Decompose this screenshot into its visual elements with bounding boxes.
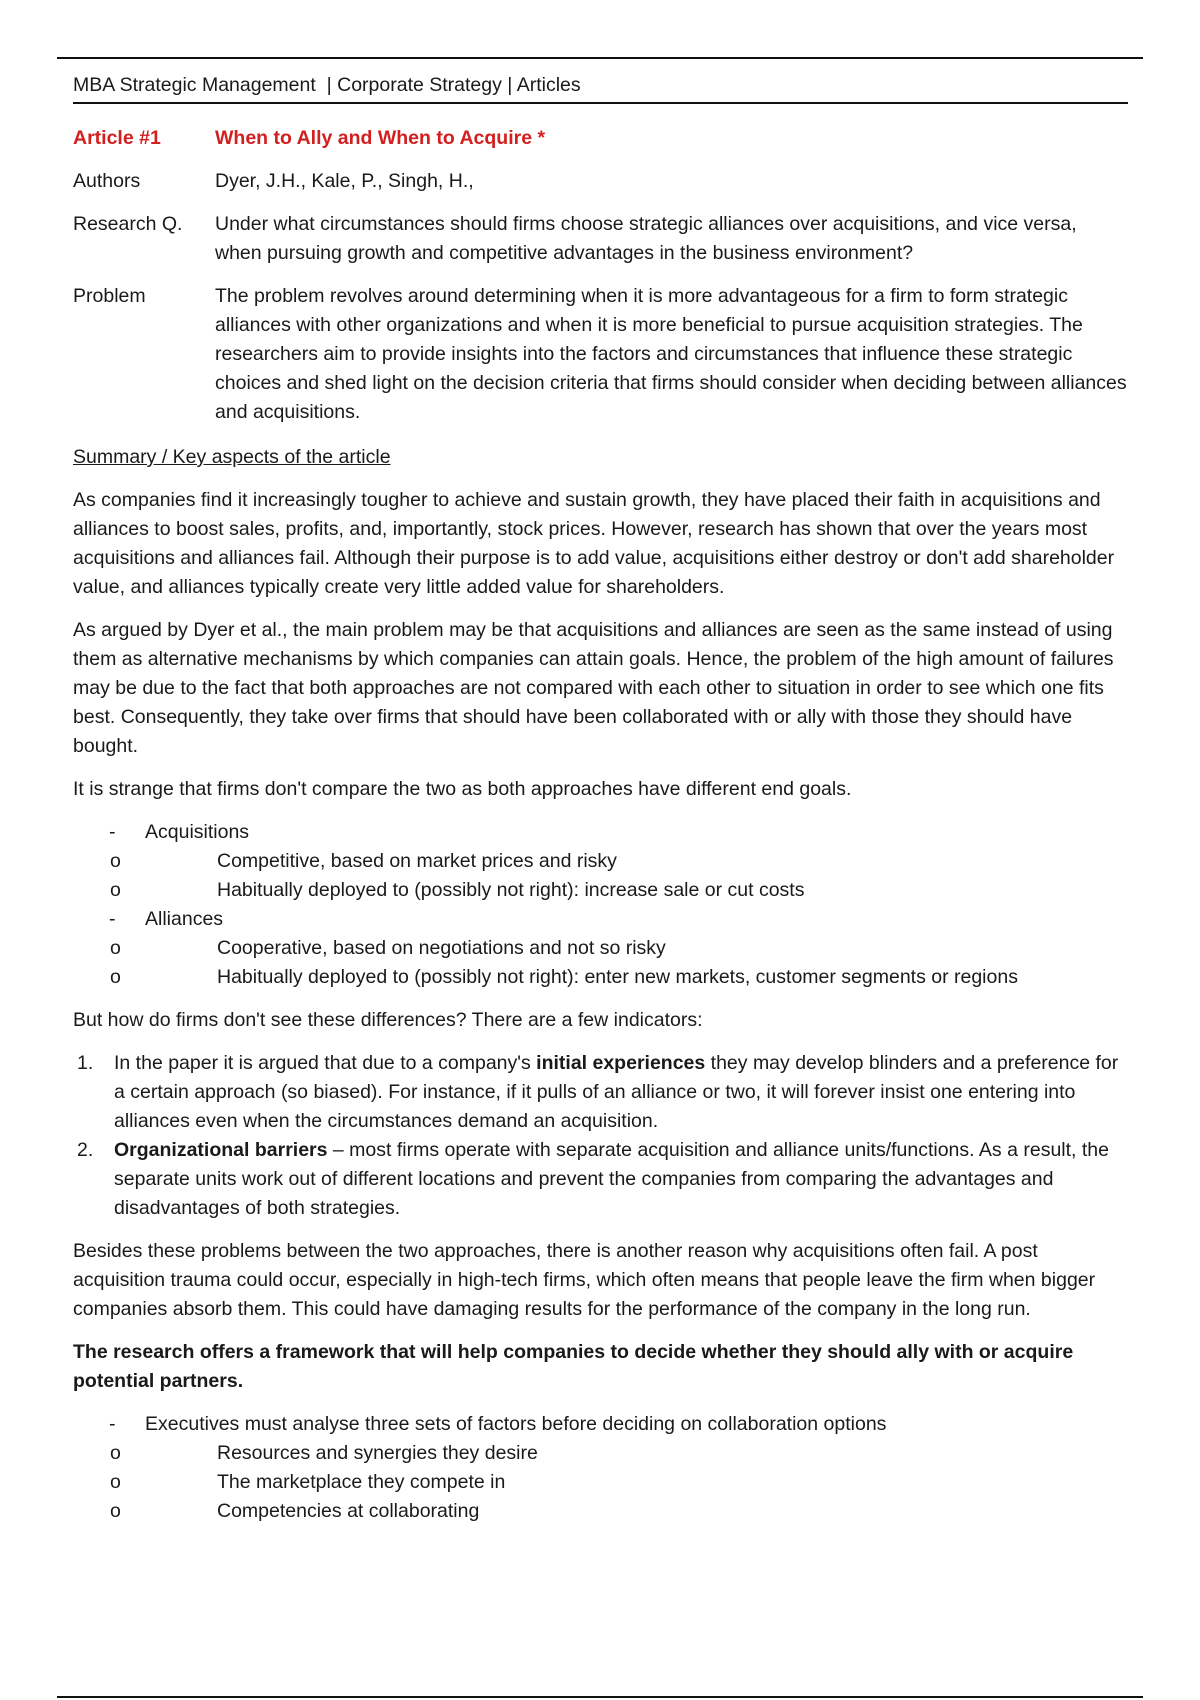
sub-list-item: o Resources and synergies they desire <box>145 1439 1128 1468</box>
paragraph: But how do firms don't see these differences? There are a few indicators: <box>73 1009 703 1031</box>
sub-list-item: o Cooperative, based on negotiations and not so risky <box>145 934 1128 963</box>
field-label: Authors <box>73 170 141 192</box>
sub-list <box>145 847 1128 905</box>
field-value: The problem revolves around determining when it is more advantageous for a firm to form strategic alliances with other organizations and when it is more beneficial to pursue acquisition strategies. The researchers aim to provide insights into the factors and circumstances that influence these strategic choices and shed light on the decision criteria that firms should consider when deciding between alliances and acquisitions. <box>215 285 1127 423</box>
numbered-item <box>73 1049 1128 1136</box>
item-text: they may develop blinders and a preference for a certain approach (so biased). For instance, if it pulls of an alliance or two, it will forever insist one entering into alliances even when the circumstances demand an acquisition. <box>114 1052 1119 1132</box>
header-course: MBA Strategic Management <box>73 74 322 96</box>
article-number: Article #1 <box>73 127 161 149</box>
sub-list-item: o Habitually deployed to (possibly not right): enter new markets, customer segments or regions <box>145 963 1128 992</box>
field-label: Problem <box>73 285 146 307</box>
paragraph: Besides these problems between the two approaches, there is another reason why acquisitions often fail. A post acquisition trauma could occur, especially in high-tech firms, which often means that people leave the firm when bigger companies absorb them. This could have damaging results for the performance of the company in the long run. <box>73 1240 1096 1320</box>
numbered-item <box>73 1136 1128 1223</box>
field-value: Under what circumstances should firms choose strategic alliances over acquisitions, and vice versa, when pursuing growth and competitive advantages in the business environment? <box>215 213 1077 264</box>
paragraph: It is strange that firms don't compare the two as both approaches have different end goals. <box>73 778 852 800</box>
running-header <box>73 70 1128 104</box>
list-item <box>73 905 1128 992</box>
field-research-question <box>73 210 1128 268</box>
summary-heading: Summary / Key aspects of the article <box>73 446 391 468</box>
field-problem <box>73 282 1128 427</box>
approaches-list <box>73 818 1128 992</box>
field-authors <box>73 167 1128 196</box>
list-item-label: Executives must analyse three sets of factors before deciding on collaboration options <box>145 1413 887 1435</box>
sub-list-item: o Habitually deployed to (possibly not right): increase sale or cut costs <box>145 876 1128 905</box>
item-number: 1. <box>77 1052 94 1074</box>
paragraph: As argued by Dyer et al., the main problem may be that acquisitions and alliances are seen as the same instead of using them as alternative mechanisms by which companies can attain goals. Hence, the problem of the high amount of failures may be due to the fact that both approaches are not compared with each other to situation in order to see which one fits best. Consequently, they take over firms that should have been collaborated with or ally with those they should have bought. <box>73 619 1114 757</box>
list-item-label: Acquisitions <box>145 821 250 843</box>
item-text: In the paper it is argued that due to a company's <box>114 1052 537 1074</box>
article-title-row <box>73 124 1128 153</box>
factors-list <box>73 1410 1128 1526</box>
sub-list <box>145 934 1128 992</box>
sub-list-item: o Competitive, based on market prices and risky <box>145 847 1128 876</box>
top-rule <box>57 57 1143 59</box>
header-section: Articles <box>516 74 581 96</box>
article-title: When to Ally and When to Acquire * <box>215 127 546 149</box>
header-topic: Corporate Strategy <box>337 74 502 96</box>
indicators-list <box>73 1049 1128 1223</box>
item-text: – most firms operate with separate acquisition and alliance units/functions. As a result, the separate units work out of different locations and prevent the companies from comparing the advantages and disadvantages of both strategies. <box>114 1139 1109 1219</box>
item-emphasis: Organizational barriers <box>114 1139 328 1161</box>
sub-list-item: o The marketplace they compete in <box>145 1468 1128 1497</box>
bottom-rule <box>57 1696 1143 1698</box>
field-label: Research Q. <box>73 213 183 235</box>
item-number: 2. <box>77 1139 94 1161</box>
list-item <box>73 818 1128 905</box>
sub-list <box>145 1439 1128 1526</box>
paragraph: As companies find it increasingly tougher to achieve and sustain growth, they have placed their faith in acquisitions and alliances to boost sales, profits, and, importantly, stock prices. However, research has shown that over the years most acquisitions and alliances fail. Although their purpose is to add value, acquisitions either destroy or don't add shareholder value, and alliances typically create very little added value for shareholders. <box>73 489 1115 598</box>
document-body <box>73 70 1128 1526</box>
sub-list-item: o Competencies at collaborating <box>145 1497 1128 1526</box>
field-value: Dyer, J.H., Kale, P., Singh, H., <box>215 170 474 192</box>
list-item <box>73 1410 1128 1526</box>
header-separator: | <box>501 74 517 96</box>
framework-statement: The research offers a framework that will help companies to decide whether they should ally with or acquire potential partners. <box>73 1341 1074 1392</box>
item-emphasis: initial experiences <box>536 1052 706 1074</box>
list-item-label: Alliances <box>145 908 224 930</box>
header-separator: | <box>321 74 338 96</box>
